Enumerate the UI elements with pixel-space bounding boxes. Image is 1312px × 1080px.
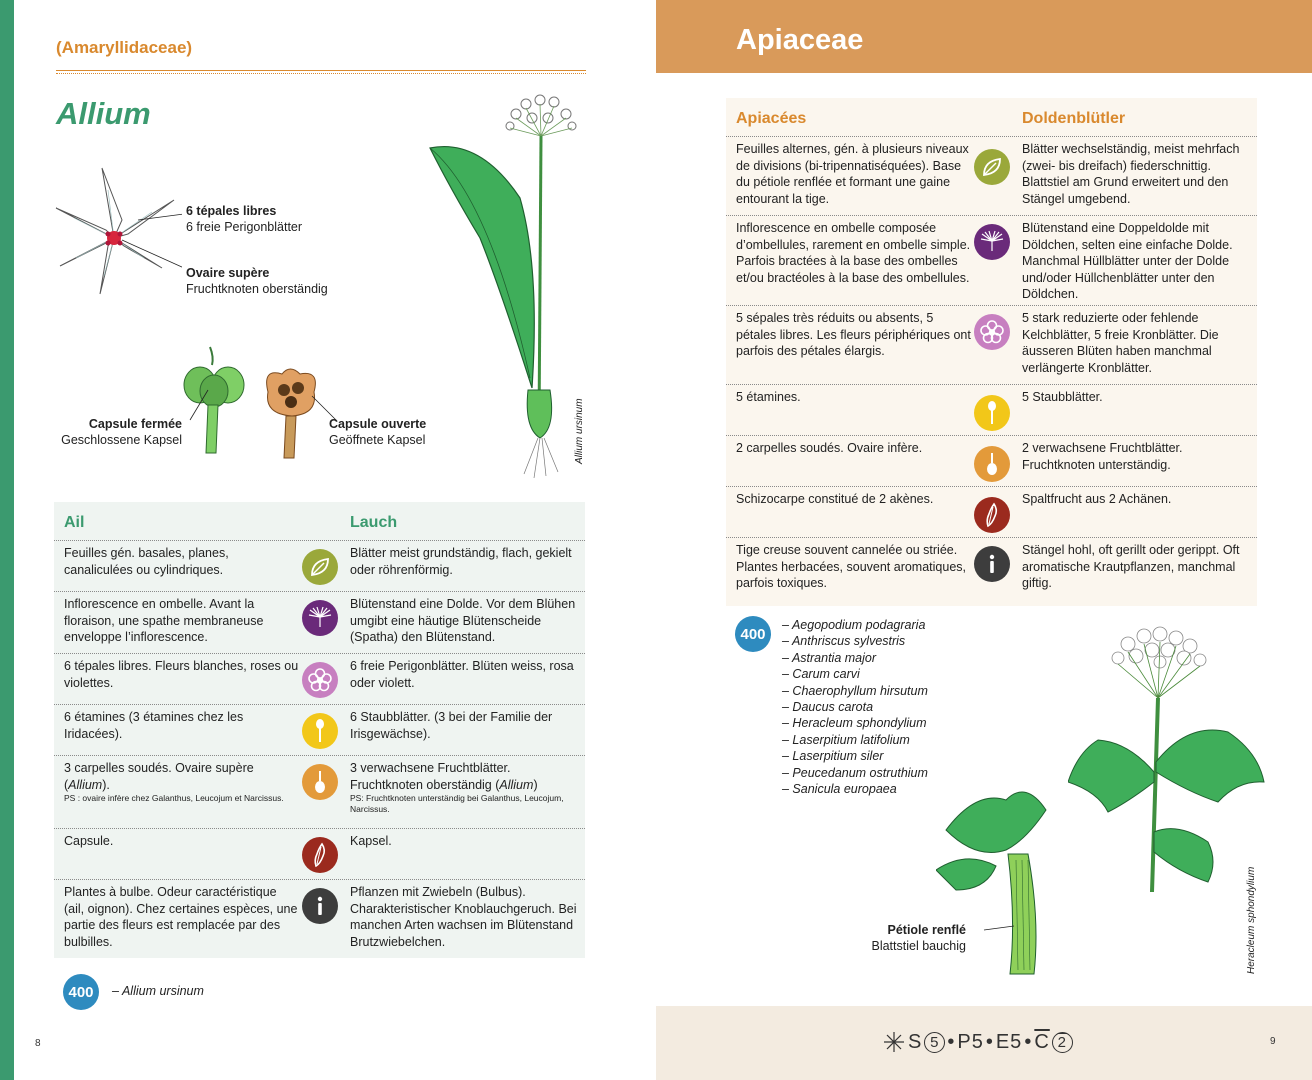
pistil-icon xyxy=(974,446,1010,482)
leaf-icon xyxy=(974,149,1010,185)
table-row xyxy=(54,828,585,879)
allium-plant-illustration xyxy=(420,88,590,488)
divider xyxy=(56,73,586,74)
trait-text-de xyxy=(1022,542,1252,592)
trait-text-fr-main: Inflorescence en ombelle composée d’ombellules, rarement en ombelle simple. Parfois bractées à la base des ombelles et/ou bractéoles à la base des ombellules. xyxy=(736,221,971,285)
trait-text-de xyxy=(1022,310,1252,376)
trait-text-de xyxy=(1022,491,1252,508)
flower-icon xyxy=(974,314,1010,350)
trait-text-fr xyxy=(736,542,971,592)
family-banner xyxy=(656,0,1312,73)
table-row xyxy=(726,384,1257,435)
trait-text-fr-main: Plantes à bulbe. Odeur caractéristique (ail, oignon). Chez certaines espèces, une partie des fleurs est remplacée par des bulbilles. xyxy=(64,885,298,949)
trait-text-fr xyxy=(64,884,299,950)
species-item: – Allium ursinum xyxy=(112,984,204,998)
trait-text-de xyxy=(350,658,580,691)
trait-text-fr xyxy=(736,491,971,508)
species-item: – Aegopodium podagraria xyxy=(782,618,926,632)
formula-petals: P5 xyxy=(957,1030,984,1053)
trait-text-fr xyxy=(736,141,971,207)
trait-text-fr xyxy=(736,440,971,457)
trait-text-de xyxy=(350,760,580,815)
formula-stamens: E5 xyxy=(995,1030,1023,1053)
open-capsule-caption xyxy=(329,416,426,448)
ovary-caption-de: Fruchtknoten oberständig xyxy=(186,282,328,296)
divider xyxy=(56,70,586,71)
formula-carpels-count: 2 xyxy=(1052,1032,1073,1053)
trait-text-de-end: ) xyxy=(533,777,538,792)
trait-text-fr-main: Tige creuse souvent cannelée ou striée. Plantes herbacées, souvent aromatiques, parfois toxiques. xyxy=(736,543,966,590)
trait-text-de-main: 5 stark reduzierte oder fehlende Kelchblätter, 5 freie Kronblätter. Die äusseren Blüten haben manchmal verlängerte Kronblätter. xyxy=(1022,311,1219,375)
formula-separator: • xyxy=(947,1030,956,1053)
count-badge: 400 xyxy=(735,616,771,652)
species-item: – Laserpitium siler xyxy=(782,749,884,764)
leaf-icon xyxy=(302,549,338,585)
tepals-caption-fr: 6 tépales libres xyxy=(186,204,277,218)
trait-text-de-taxon: Allium xyxy=(499,777,534,792)
trait-text-de xyxy=(350,545,580,578)
table-row xyxy=(726,435,1257,486)
trait-note-fr: PS : ovaire infère chez Galanthus, Leucojum et Narcissus. xyxy=(64,793,284,803)
trait-text-de xyxy=(1022,220,1252,303)
trait-text-fr xyxy=(736,310,971,360)
formula-separator: • xyxy=(985,1030,994,1053)
right-page xyxy=(656,0,1312,1080)
trait-text-fr xyxy=(736,389,971,406)
fruit-icon xyxy=(974,497,1010,533)
trait-text-de xyxy=(1022,141,1252,207)
trait-text-de xyxy=(350,596,580,646)
table-row xyxy=(54,591,585,653)
trait-text-fr-main: Feuilles alternes, gén. à plusieurs niveaux de divisions (bi-tripennatiséquées). Base du pétiole renflée et formant une gaine entourant la tige. xyxy=(736,142,969,206)
table-row xyxy=(54,755,585,828)
table-header-de: Doldenblütler xyxy=(1022,110,1126,127)
trait-text-fr-end: ). xyxy=(102,777,110,792)
trait-text-fr-main: 6 étamines (3 étamines chez les Iridacées). xyxy=(64,710,244,741)
trait-text-fr-main: 6 tépales libres. Fleurs blanches, roses ou violettes. xyxy=(64,659,299,690)
petiole-caption-fr: Pétiole renflé xyxy=(887,923,966,937)
ovary-caption-fr: Ovaire supère xyxy=(186,266,270,280)
formula-sepals-count: 5 xyxy=(924,1032,945,1053)
table-row xyxy=(726,215,1257,305)
trait-text-fr xyxy=(64,833,299,850)
trait-text-fr-main: 5 sépales très réduits ou absents, 5 pétales libres. Les fleurs périphériques ont parfois des pétales élargis. xyxy=(736,311,971,358)
trait-text-fr xyxy=(64,658,299,691)
trait-text-de-main: Pflanzen mit Zwiebeln (Bulbus). Charakteristischer Knoblauchgeruch. Bei manchen Arten wachsen im Blütenstand Brutzwiebelchen. xyxy=(350,885,577,949)
page-number: 9 xyxy=(1270,1036,1276,1047)
trait-text-de xyxy=(350,884,580,950)
plant-caption: Allium ursinum xyxy=(574,398,585,464)
info-icon xyxy=(302,888,338,924)
trait-text-fr xyxy=(64,760,299,804)
closed-capsule-caption xyxy=(40,416,182,448)
count-badge: 400 xyxy=(63,974,99,1010)
table-row xyxy=(54,540,585,591)
trait-text-fr-main: Schizocarpe constitué de 2 akènes. xyxy=(736,492,934,506)
trait-text-de-main: 3 verwachsene Fruchtblätter. Fruchtknoten oberständig ( xyxy=(350,761,511,792)
heracleum-illustration xyxy=(1068,622,1268,922)
trait-table xyxy=(54,502,585,958)
trait-text-de-main: Kapsel. xyxy=(350,834,392,848)
trait-text-fr-main: Capsule. xyxy=(64,834,114,848)
table-row xyxy=(726,486,1257,537)
species-item: – Astrantia major xyxy=(782,650,877,665)
trait-text-fr-main: Feuilles gén. basales, planes, canaliculées ou cylindriques. xyxy=(64,546,229,577)
species-item: – Laserpitium latifolium xyxy=(782,732,910,747)
table-header-fr: Apiacées xyxy=(736,110,807,127)
table-row xyxy=(54,879,585,958)
tepals-caption-de: 6 freie Perigonblätter xyxy=(186,220,303,234)
tepals-caption xyxy=(186,203,302,235)
umbel-icon xyxy=(302,600,338,636)
trait-text-de xyxy=(1022,440,1252,473)
species-list xyxy=(782,617,928,797)
umbel-symbol-icon xyxy=(882,1030,906,1054)
table-row xyxy=(726,136,1257,215)
trait-text-de-main: Blütenstand eine Doppeldolde mit Döldchen, selten eine einfache Dolde. Manchmal Hüllblätter unter der Dolde und/oder Hüllchenblätter unter den Döldchen. xyxy=(1022,221,1233,301)
table-row xyxy=(726,305,1257,384)
table-row xyxy=(54,704,585,755)
species-item: – Chaerophyllum hirsutum xyxy=(782,683,928,698)
trait-text-fr-taxon: Allium xyxy=(68,777,103,792)
plant-caption: Heracleum sphondylium xyxy=(1246,866,1257,974)
trait-text-de xyxy=(1022,389,1252,406)
trait-text-fr-main: 2 carpelles soudés. Ovaire infère. xyxy=(736,441,923,455)
table-header-fr: Ail xyxy=(64,514,85,531)
stamen-icon xyxy=(974,395,1010,431)
trait-table xyxy=(726,98,1257,606)
info-icon xyxy=(974,546,1010,582)
trait-text-fr xyxy=(64,709,299,742)
trait-text-fr xyxy=(64,596,299,646)
page-edge-tab xyxy=(0,0,14,1080)
trait-text-de-main: 6 Staubblätter. (3 bei der Familie der Irisgewächse). xyxy=(350,710,553,741)
trait-text-de-main: 2 verwachsene Fruchtblätter. Fruchtknoten unterständig. xyxy=(1022,441,1183,472)
flower-illustration xyxy=(52,160,182,300)
petiole-caption xyxy=(844,922,966,954)
pistil-icon xyxy=(302,764,338,800)
trait-text-de xyxy=(350,833,580,850)
formula-separator: • xyxy=(1024,1030,1033,1053)
species-item: – Daucus carota xyxy=(782,700,874,715)
umbel-icon xyxy=(974,224,1010,260)
trait-text-fr xyxy=(736,220,971,286)
trait-text-de-main: Stängel hohl, oft gerillt oder gerippt. Oft aromatische Krautpflanzen, manchmal giftig. xyxy=(1022,543,1240,590)
species-item: – Carum carvi xyxy=(782,667,860,682)
species-item: – Anthriscus sylvestris xyxy=(782,634,906,649)
trait-text-fr-main: Inflorescence en ombelle. Avant la floraison, une spathe membraneuse enveloppe l’inflorescence. xyxy=(64,597,264,644)
open-capsule-caption-de: Geöffnete Kapsel xyxy=(329,433,426,447)
table-row xyxy=(726,537,1257,606)
fruit-icon xyxy=(302,837,338,873)
petiole-caption-de: Blattstiel bauchig xyxy=(871,939,966,953)
open-capsule-caption-fr: Capsule ouverte xyxy=(329,417,427,431)
page-number: 8 xyxy=(35,1038,41,1049)
table-header-de: Lauch xyxy=(350,514,398,531)
family-title: Apiaceae xyxy=(736,24,864,56)
closed-capsule-caption-fr: Capsule fermée xyxy=(88,417,182,431)
trait-text-de-main: Blätter meist grundständig, flach, gekielt oder röhrenförmig. xyxy=(350,546,572,577)
table-row xyxy=(54,653,585,704)
closed-capsule-caption-de: Geschlossene Kapsel xyxy=(61,433,182,447)
trait-note-de: PS: Fruchtknoten unterständig bei Galanthus, Leucojum, Narcissus. xyxy=(350,793,564,814)
floral-formula xyxy=(882,1030,1073,1054)
trait-text-fr-main: 5 étamines. xyxy=(736,390,801,404)
trait-text-de-main: Blütenstand eine Dolde. Vor dem Blühen umgibt eine häutige Blütenscheide (Spatha) den Blütenstand. xyxy=(350,597,576,644)
species-item: – Peucedanum ostruthium xyxy=(782,765,928,780)
trait-text-fr xyxy=(64,545,299,578)
species-list xyxy=(112,983,204,999)
species-item: – Heracleum sphondylium xyxy=(782,716,927,731)
genus-title: Allium xyxy=(56,96,151,131)
trait-text-de xyxy=(350,709,580,742)
trait-text-de-main: 5 Staubblätter. xyxy=(1022,390,1103,404)
ovary-caption xyxy=(186,265,328,297)
formula-sepals: S xyxy=(908,1030,923,1053)
trait-text-de-main: 6 freie Perigonblätter. Blüten weiss, rosa oder violett. xyxy=(350,659,574,690)
flower-icon xyxy=(302,662,338,698)
trait-text-fr-main: 3 carpelles soudés. Ovaire supère ( xyxy=(64,761,254,792)
formula-carpels: $\overline{C}$ xyxy=(1034,1030,1050,1053)
family-label: (Amaryllidaceae) xyxy=(56,38,193,57)
stamen-icon xyxy=(302,713,338,749)
species-item: – Sanicula europaea xyxy=(782,782,897,797)
trait-text-de-main: Blätter wechselständig, meist mehrfach (zwei- bis dreifach) fiederschnittig. Blattstiel am Grund erweitert und den Stängel umgebend. xyxy=(1022,142,1240,206)
trait-text-de-main: Spaltfrucht aus 2 Achänen. xyxy=(1022,492,1172,506)
